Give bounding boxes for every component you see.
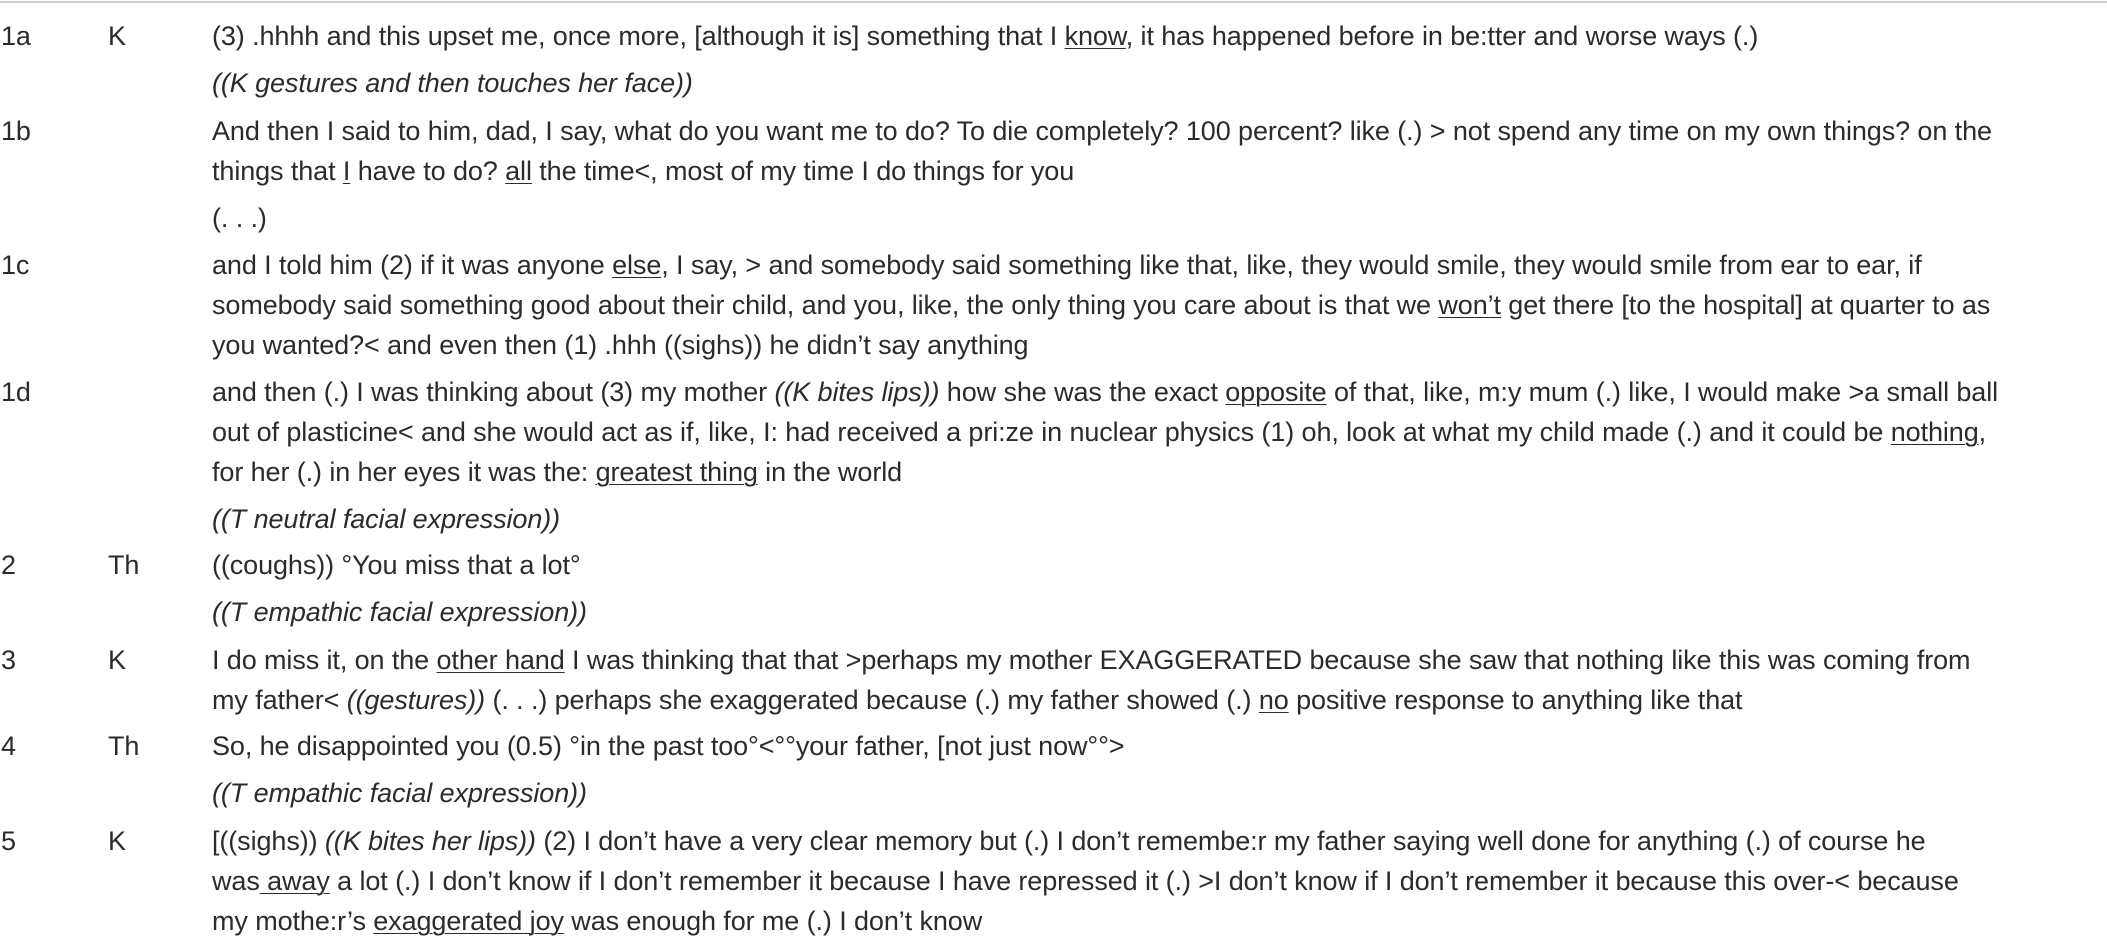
emphasis-text: opposite — [1225, 377, 1327, 407]
utterance-text: [((sighs)) — [212, 826, 325, 856]
utterance-text: , I say, > and somebody said something like that, like, they would smile, they would smile from ear to ear, if — [661, 250, 1922, 280]
utterance-text: I do miss it, on the — [212, 645, 437, 675]
speaker-label: Th — [108, 550, 140, 580]
utterance-line — [212, 821, 1926, 861]
emphasis-text: other hand — [436, 645, 565, 675]
utterance-text: , it has happened before in be:tter and worse ways (.) — [1125, 21, 1759, 51]
utterance-line — [212, 452, 902, 492]
utterance-text: (2) I don’t have a very clear memory but (.) I don’t remembe:r my father saying well done for anything (.) of course he — [535, 826, 1926, 856]
utterance-text: out of plasticine< and she would act as if, like, I: had received a pri:ze in nuclear physics (1) oh, look at what my child made (.) and it could be — [212, 417, 1891, 447]
omission-marker: (. . .) — [212, 203, 267, 233]
emphasis-text: know — [1064, 21, 1126, 51]
utterance-line — [212, 901, 982, 941]
emphasis-text: all — [505, 156, 532, 186]
nonverbal-note: ((T neutral facial expression)) — [212, 504, 561, 534]
utterance-line: ((coughs)) °You miss that a lot° — [212, 550, 581, 580]
utterance-line — [212, 412, 1986, 452]
nonverbal-note: ((K bites her lips)) — [324, 826, 536, 856]
utterance-line — [212, 680, 1742, 720]
utterance-line — [212, 151, 1074, 191]
nonverbal-note: ((gestures)) — [346, 685, 486, 715]
utterance-text: have to do? — [350, 156, 506, 186]
utterance-text: I was thinking that that >perhaps my mother EXAGGERATED because she saw that nothing like this was coming from — [564, 645, 1971, 675]
utterance-line — [212, 861, 1959, 901]
line-number: 1a — [1, 21, 31, 51]
line-number: 3 — [1, 645, 16, 675]
utterance-text: my mothe:r’s — [212, 906, 374, 936]
utterance-line — [212, 16, 1758, 56]
utterance-text: in the world — [757, 457, 903, 487]
line-number: 4 — [1, 731, 16, 761]
speaker-label: K — [108, 21, 126, 51]
line-number: 1c — [1, 250, 30, 280]
emphasis-text: else — [612, 250, 662, 280]
utterance-text: for her (.) in her eyes it was the: — [212, 457, 596, 487]
utterance-text: and I told him (2) if it was anyone — [212, 250, 613, 280]
emphasis-text: won’t — [1438, 290, 1501, 320]
utterance-text: was — [212, 866, 260, 896]
utterance-line — [212, 245, 1922, 285]
utterance-text: (3) .hhhh and this upset me, once more, [although it is] something that I — [212, 21, 1065, 51]
utterance-line — [212, 372, 1998, 412]
line-number: 5 — [1, 826, 16, 856]
utterance-text: (. . .) perhaps she exaggerated because (.) my father showed (.) — [485, 685, 1259, 715]
utterance-text: was enough for me (.) I don’t know — [563, 906, 983, 936]
utterance-text: things that — [212, 156, 343, 186]
nonverbal-note: ((T empathic facial expression)) — [212, 597, 587, 627]
utterance-line: And then I said to him, dad, I say, what do you want me to do? To die completely? 100 percent? like (.) > not spend any time on my own things? on the — [212, 116, 1992, 146]
utterance-text: positive response to anything like that — [1288, 685, 1743, 715]
speaker-label: Th — [108, 731, 140, 761]
utterance-text: my father< — [212, 685, 347, 715]
nonverbal-note: ((K bites lips)) — [774, 377, 940, 407]
emphasis-text: greatest thing — [595, 457, 758, 487]
utterance-line: So, he disappointed you (0.5) °in the past too°<°°your father, [not just now°°> — [212, 731, 1125, 761]
line-number: 2 — [1, 550, 16, 580]
nonverbal-note: ((K gestures and then touches her face)) — [212, 68, 693, 98]
emphasis-text: nothing — [1890, 417, 1979, 447]
utterance-text: get there [to the hospital] at quarter to as — [1500, 290, 1991, 320]
line-number: 1d — [1, 377, 31, 407]
emphasis-text: I — [342, 156, 351, 186]
speaker-label: K — [108, 826, 126, 856]
utterance-line — [212, 640, 1970, 680]
speaker-label: K — [108, 645, 126, 675]
utterance-text: of that, like, m:y mum (.) like, I would make >a small ball — [1326, 377, 1999, 407]
utterance-text: how she was the exact — [939, 377, 1226, 407]
utterance-text: , — [1978, 417, 1987, 447]
utterance-line: you wanted?< and even then (1) .hhh ((sighs)) he didn’t say anything — [212, 330, 1029, 360]
nonverbal-note: ((T empathic facial expression)) — [212, 778, 587, 808]
emphasis-text: exaggerated joy — [373, 906, 564, 936]
emphasis-text: no — [1258, 685, 1289, 715]
emphasis-text: away — [259, 866, 330, 896]
top-divider — [0, 1, 2107, 3]
utterance-text: the time<, most of my time I do things for you — [531, 156, 1075, 186]
utterance-text: a lot (.) I don’t know if I don’t remember it because I have repressed it (.) >I don’t know if I don’t remember it because this over-< because — [329, 866, 1959, 896]
utterance-text: and then (.) I was thinking about (3) my mother — [212, 377, 775, 407]
utterance-line — [212, 285, 1990, 325]
line-number: 1b — [1, 116, 31, 146]
utterance-text: somebody said something good about their child, and you, like, the only thing you care about is that we — [212, 290, 1439, 320]
